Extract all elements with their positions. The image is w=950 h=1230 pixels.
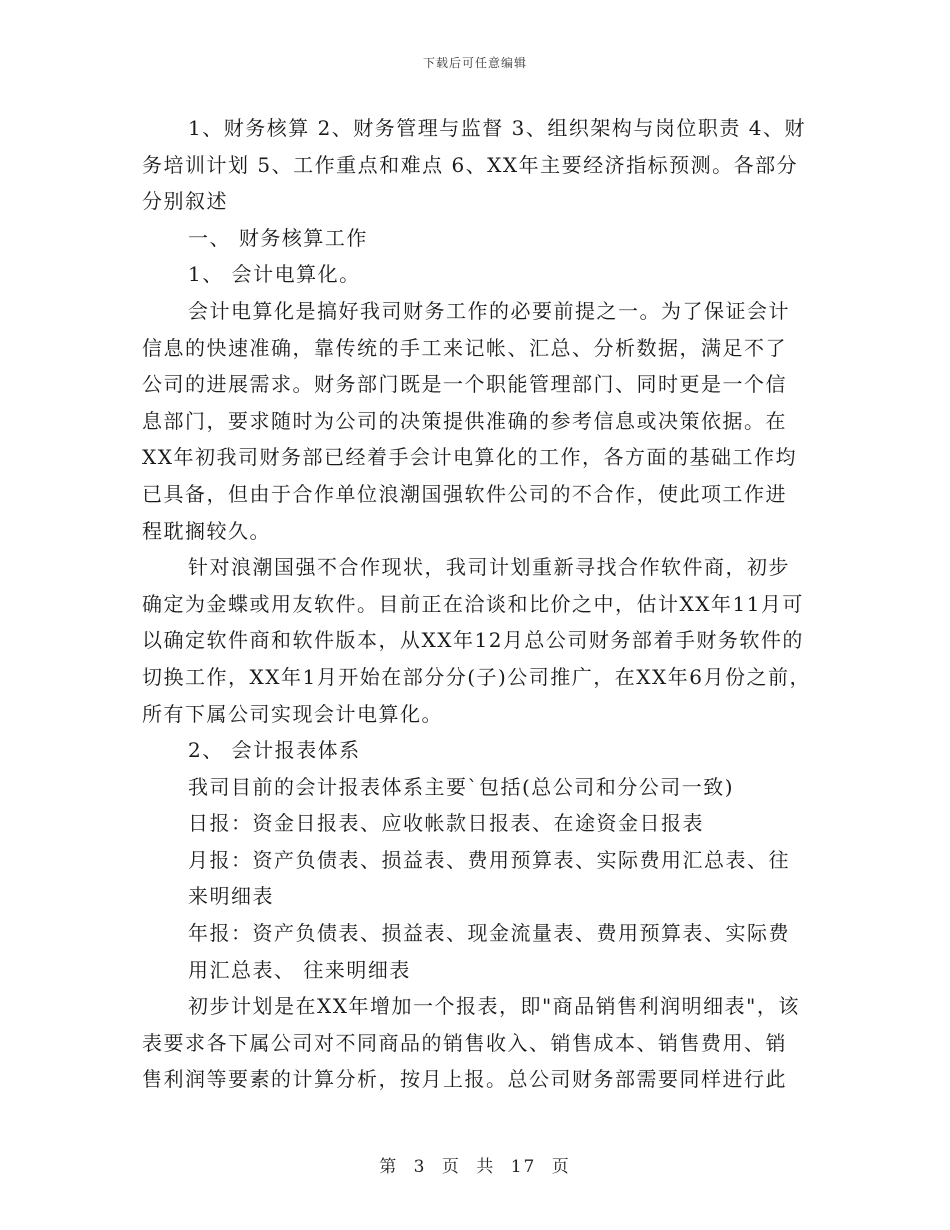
paragraph-line: 信息的快速准确，靠传统的手工来记帐、汇总、分析数据，满足不了 — [142, 335, 787, 360]
paragraph-line: 以确定软件商和软件版本，从XX年12月总公司财务部着手财务软件的 — [142, 628, 804, 653]
paragraph-line: 初步计划是在XX年增加一个报表，即"商品销售利润明细表"，该 — [188, 994, 800, 1019]
paragraph-line: 来明细表 — [188, 884, 274, 909]
paragraph-line: 用汇总表、 往来明细表 — [188, 957, 411, 982]
total-unit: 页 — [551, 1157, 571, 1177]
section-heading: 一、 财务核算工作 — [188, 225, 368, 250]
paragraph-line: 息部门，要求随时为公司的决策提供准确的参考信息或决策依据。在 — [142, 408, 787, 433]
paragraph-line: 切换工作，XX年1月开始在部分分(子)公司推广，在XX年6月份之前， — [142, 664, 812, 689]
document-body — [142, 110, 812, 1098]
paragraph-line: 确定为金蝶或用友软件。目前正在洽谈和比价之中，估计XX年11月可 — [142, 591, 804, 616]
page-footer — [0, 1152, 950, 1177]
paragraph-line: 日报：资金日报表、应收帐款日报表、在途资金日报表 — [188, 811, 704, 836]
paragraph-line: 售利润等要素的计算分析，按月上报。总公司财务部需要同样进行此 — [142, 1067, 787, 1092]
paragraph-line: 程耽搁较久。 — [142, 518, 271, 543]
paragraph-line: 会计电算化是搞好我司财务工作的必要前提之一。为了保证会计 — [188, 298, 790, 323]
paragraph-line: 针对浪潮国强不合作现状，我司计划重新寻找合作软件商，初步 — [188, 555, 790, 580]
paragraph-line: 我司目前的会计报表体系主要`包括(总公司和分公司一致) — [188, 774, 735, 799]
subsection-heading: 2、 会计报表体系 — [188, 738, 361, 763]
paragraph-line: 1、财务核算 2、财务管理与监督 3、组织架构与岗位职责 4、财 — [188, 116, 806, 140]
paragraph-line: 分别叙述 — [142, 189, 228, 214]
paragraph-line: 所有下属公司实现会计电算化。 — [142, 701, 443, 726]
paragraph-line: 务培训计划 5、工作重点和难点 6、XX年主要经济指标预测。各部分 — [142, 152, 799, 177]
current-page-number: 3 — [413, 1157, 427, 1177]
page-unit: 页 — [441, 1157, 461, 1177]
paragraph-line: 月报：资产负债表、损益表、费用预算表、实际费用汇总表、往 — [188, 847, 790, 872]
paragraph-line: 公司的进展需求。财务部门既是一个职能管理部门、同时更是一个信 — [142, 372, 787, 397]
total-pages-number: 17 — [510, 1157, 537, 1177]
page-label-prefix: 第 — [379, 1157, 399, 1177]
paragraph-line: 表要求各下属公司对不同商品的销售收入、销售成本、销售费用、销 — [142, 1030, 787, 1055]
total-prefix: 共 — [476, 1157, 496, 1177]
header-note: 下载后可任意编辑 — [422, 56, 527, 70]
subsection-heading: 1、 会计电算化。 — [188, 262, 361, 287]
paragraph-line: 年报：资产负债表、损益表、现金流量表、费用预算表、实际费 — [188, 921, 790, 946]
paragraph-line: XX年初我司财务部已经着手会计电算化的工作，各方面的基础工作均 — [142, 445, 797, 470]
paragraph-line: 已具备，但由于合作单位浪潮国强软件公司的不合作，使此项工作进 — [142, 481, 787, 506]
